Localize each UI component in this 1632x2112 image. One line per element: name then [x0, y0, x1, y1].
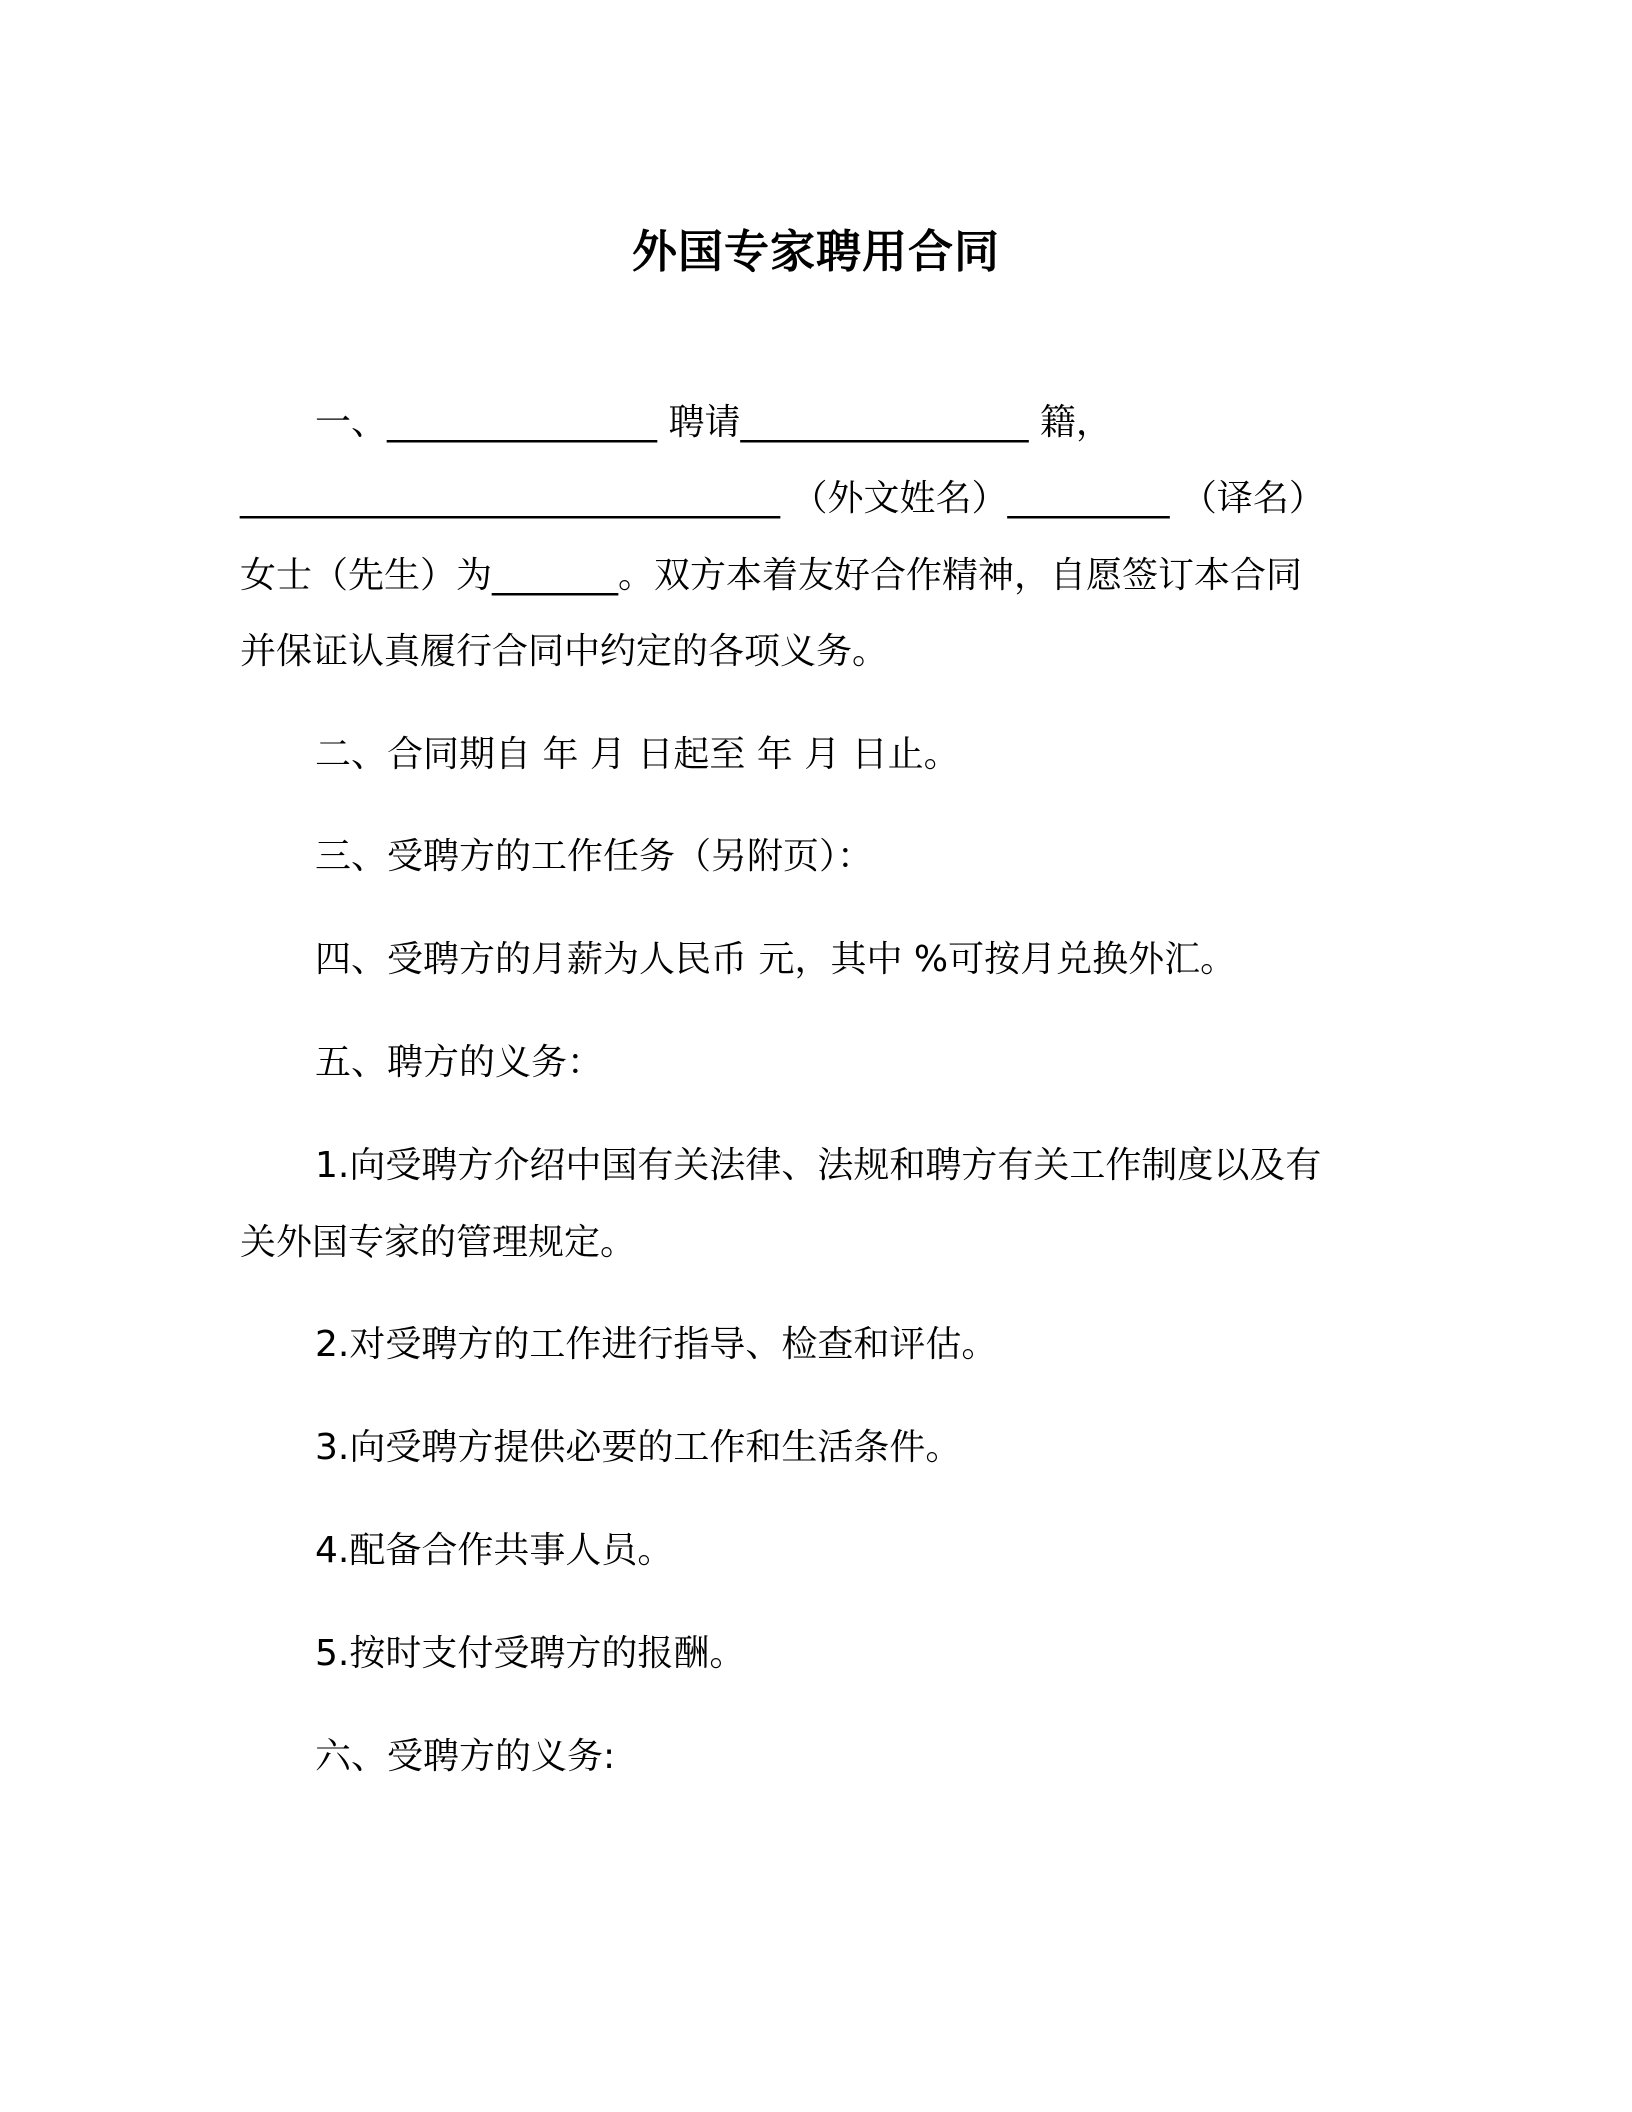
clause-1-line-3: 女士（先生）为_______。双方本着友好合作精神，自愿签订本合同: [240, 555, 1303, 596]
clause-1-line-4: 并保证认真履行合同中约定的各项义务。: [240, 631, 889, 672]
clause-1-line-2: ______________________________ （外文姓名）_________ （译名）: [240, 478, 1325, 519]
clause-6-heading: 六、受聘方的义务:: [315, 1736, 616, 1777]
clause-3: 三、受聘方的工作任务（另附页）：: [315, 836, 874, 877]
clause-5-item-4: 4.配备合作共事人员。: [315, 1530, 674, 1571]
clause-2: 二、合同期自 年 月 日起至 年 月 日止。: [315, 734, 960, 775]
clause-5-heading: 五、聘方的义务：: [315, 1042, 604, 1083]
document-title: 外国专家聘用合同: [631, 225, 1000, 278]
clause-5-item-1-line-2: 关外国专家的管理规定。: [240, 1222, 637, 1263]
clause-4: 四、受聘方的月薪为人民币 元，其中 %可按月兑换外汇。: [315, 939, 1237, 980]
clause-5-item-2: 2.对受聘方的工作进行指导、检查和评估。: [315, 1324, 998, 1365]
clause-5-item-1-line-1: 1.向受聘方介绍中国有关法律、法规和聘方有关工作制度以及有: [315, 1145, 1322, 1186]
clause-1-line-1: 一、_______________ 聘请________________ 籍，: [315, 402, 1112, 443]
clause-5-item-5: 5.按时支付受聘方的报酬。: [315, 1633, 746, 1674]
clause-5-item-3: 3.向受聘方提供必要的工作和生活条件。: [315, 1427, 962, 1468]
